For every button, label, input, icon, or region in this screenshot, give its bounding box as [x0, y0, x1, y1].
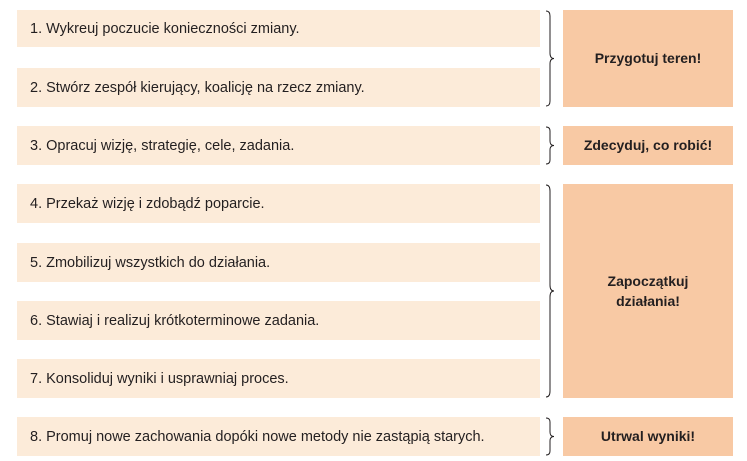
brace-act [545, 184, 559, 398]
phase-consolidate: Utrwal wyniki! [563, 417, 733, 456]
step-5: 5. Zmobilizuj wszystkich do działania. [17, 243, 540, 282]
phase-decide: Zdecyduj, co robić! [563, 126, 733, 165]
brace-prepare [545, 10, 559, 107]
step-3: 3. Opracuj wizję, strategię, cele, zadania. [17, 126, 540, 165]
step-1: 1. Wykreuj poczucie konieczności zmiany. [17, 10, 540, 47]
phase-prepare: Przygotuj teren! [563, 10, 733, 107]
step-4: 4. Przekaż wizję i zdobądź poparcie. [17, 184, 540, 223]
brace-consolidate [545, 417, 559, 456]
phase-act: Zapoczątkuj działania! [563, 184, 733, 398]
step-8: 8. Promuj nowe zachowania dopóki nowe metody nie zastąpią starych. [17, 417, 540, 456]
step-2: 2. Stwórz zespół kierujący, koalicję na rzecz zmiany. [17, 68, 540, 107]
step-6: 6. Stawiaj i realizuj krótkoterminowe zadania. [17, 301, 540, 340]
brace-decide [545, 126, 559, 165]
step-7: 7. Konsoliduj wyniki i usprawniaj proces. [17, 359, 540, 398]
